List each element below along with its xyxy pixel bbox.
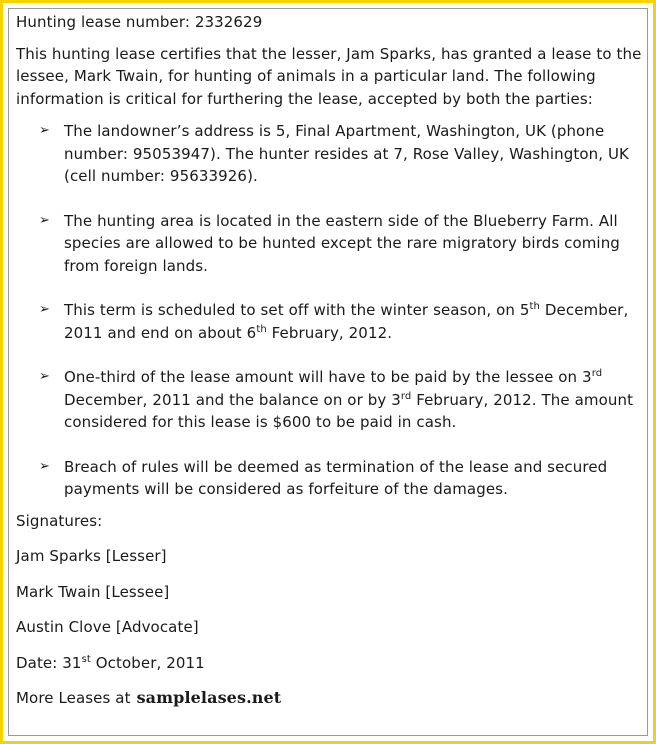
term-breach <box>16 456 644 501</box>
intro-paragraph: This hunting lease certifies that the lesser, Jam Sparks, has granted a lease to the lessee, Mark Twain, for hunting of animals in a particular land. The following information is critical for furthering the lease, accepted by both the parties: <box>16 44 642 108</box>
term-schedule-text-3: February, 2012. <box>266 323 393 342</box>
lease-document <box>16 11 644 710</box>
term-schedule-text-1: This term is scheduled to set off with the winter season, on 5 <box>64 301 530 319</box>
term-payment-text-3: February, 2012. The amount considered for this lease is $600 to be paid in cash. <box>64 390 634 431</box>
arrow-bullet-icon: ➢ <box>39 123 50 138</box>
ordinal-suffix: rd <box>591 368 603 379</box>
signatory-lessee: Mark Twain [Lessee] <box>16 582 170 601</box>
date-suffix: October, 2011 <box>90 653 205 672</box>
arrow-bullet-icon: ➢ <box>39 369 50 384</box>
ordinal-suffix: rd <box>400 390 412 402</box>
footer-site-link[interactable]: samplelases.net <box>136 688 282 707</box>
arrow-bullet-icon: ➢ <box>39 302 50 317</box>
signatory-advocate: Austin Clove [Advocate] <box>16 618 199 636</box>
arrow-bullet-icon: ➢ <box>39 458 50 474</box>
lease-date <box>16 652 644 675</box>
lease-number: Hunting lease number: 2332629 <box>16 13 263 31</box>
footer-line <box>16 687 644 710</box>
term-schedule-text-2: December, 2011 and end on about 6 <box>64 301 629 342</box>
term-schedule <box>16 299 644 344</box>
term-area <box>16 210 644 278</box>
terms-list <box>16 120 644 501</box>
term-address-text: The landowner’s address is 5, Final Apartment, Washington, UK (phone number: 95053947). The hunter resides at 7, Rose Valley, Washington, UK (cell number: 95633926). <box>64 122 629 185</box>
term-address <box>16 120 644 188</box>
ordinal-suffix: th <box>529 301 540 312</box>
term-breach-text: Breach of rules will be deemed as termination of the lease and secured payments will be considered as forfeiture of the damages. <box>64 457 608 498</box>
signatory-lesser: Jam Sparks [Lesser] <box>16 547 167 565</box>
signatures-label: Signatures: <box>16 511 103 530</box>
ordinal-suffix: th <box>256 323 267 335</box>
term-area-text: The hunting area is located in the eastern side of the Blueberry Farm. All species are allowed to be hunted except the rare migratory birds coming from foreign lands. <box>64 211 620 275</box>
footer-label: More Leases at <box>16 689 131 707</box>
arrow-bullet-icon: ➢ <box>39 212 50 228</box>
term-payment-text-2: December, 2011 and the balance on or by 3 <box>64 390 401 409</box>
term-payment <box>16 366 644 434</box>
date-prefix: Date: 31 <box>16 653 82 672</box>
ordinal-suffix: st <box>81 653 91 665</box>
term-payment-text-1: One-third of the lease amount will have to be paid by the lessee on 3 <box>64 368 592 386</box>
